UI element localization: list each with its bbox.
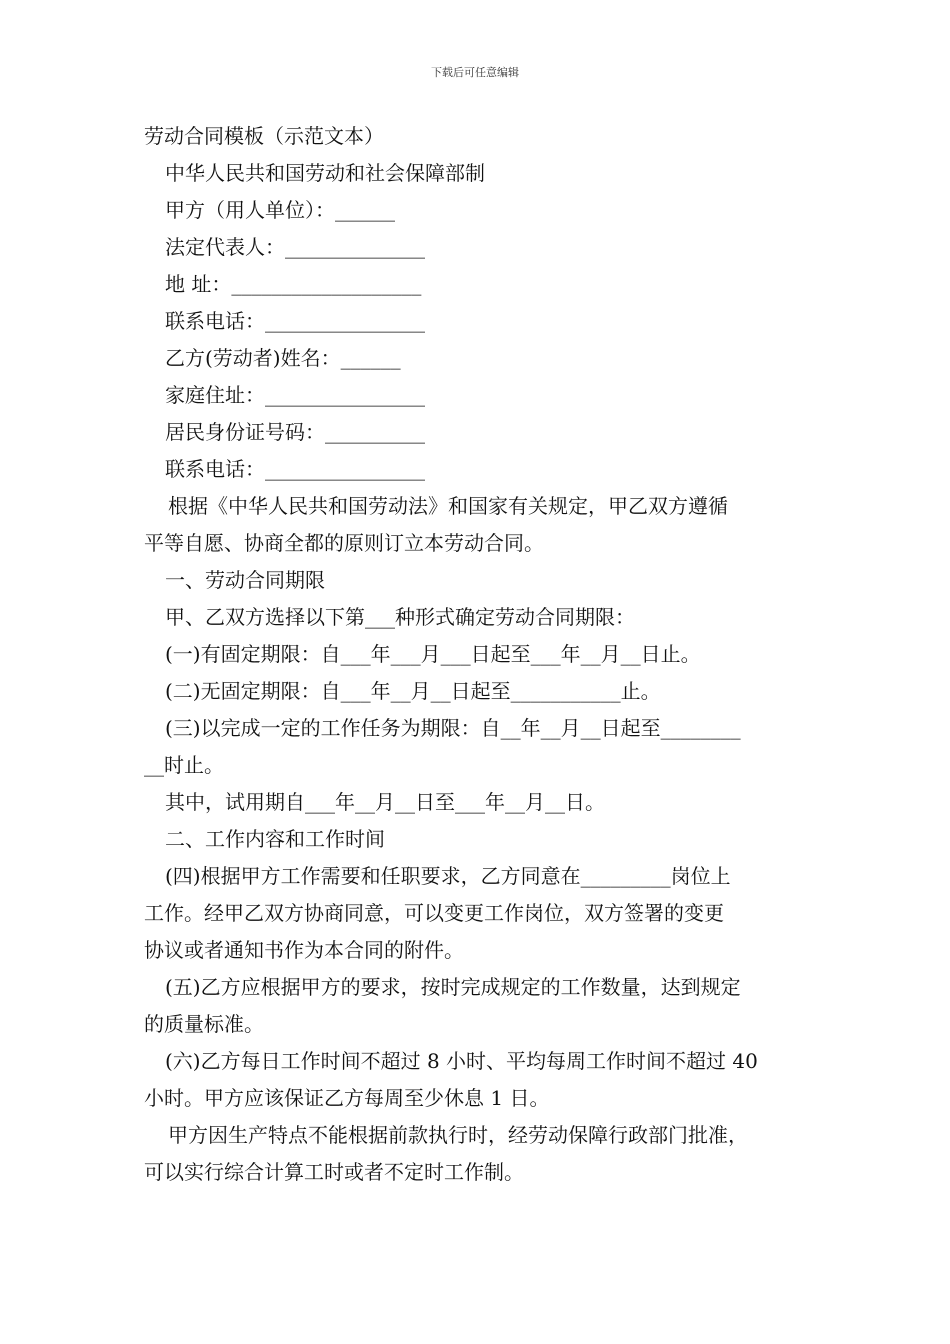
document-line: (三)以完成一定的工作任务为期限：自__年__月__日起至________ [165,716,741,740]
document-line: 地 址：___________________ [165,272,422,296]
document-line: 一、劳动合同期限 [165,568,325,592]
page-header-note: 下载后可任意编辑 [431,66,519,79]
document-line: 乙方(劳动者)姓名：______ [165,346,401,370]
document-line: 其中，试用期自___年__月__日至___年__月__日。 [165,790,605,814]
document-line: 的质量标准。 [144,1012,264,1036]
document-line: 联系电话：________________ [165,457,425,481]
document-line: 联系电话：________________ [165,309,425,333]
document-line: 甲方因生产特点不能根据前款执行时，经劳动保障行政部门批准， [168,1123,748,1147]
document-line: (一)有固定期限：自___年___月___日起至___年__月__日止。 [165,642,701,666]
document-line: 可以实行综合计算工时或者不定时工作制。 [144,1160,524,1184]
document-line: 法定代表人：______________ [165,235,425,259]
document-line: 工作。经甲乙双方协商同意，可以变更工作岗位，双方签署的变更 [144,901,724,925]
document-line: 家庭住址：________________ [165,383,425,407]
document-line: 甲方（用人单位）：______ [165,198,395,222]
document-line: (二)无固定期限：自___年__月__日起至___________止。 [165,679,661,703]
document-line: 根据《中华人民共和国劳动法》和国家有关规定，甲乙双方遵循 [168,494,728,518]
document-title: 劳动合同模板（示范文本） [144,124,384,148]
document-line: 协议或者通知书作为本合同的附件。 [144,938,464,962]
document-line: __时止。 [144,753,224,777]
document-line: 小时。甲方应该保证乙方每周至少休息 1 日。 [144,1086,550,1110]
document-line: 二、工作内容和工作时间 [165,827,385,851]
document-line: 甲、乙双方选择以下第___种形式确定劳动合同期限： [165,605,635,629]
document-line: (四)根据甲方工作需要和任职要求，乙方同意在_________岗位上 [165,864,731,888]
document-line: 平等自愿、协商全都的原则订立本劳动合同。 [144,531,544,555]
document-body [144,118,808,1191]
document-line: 中华人民共和国劳动和社会保障部制 [165,161,485,185]
document-line: 居民身份证号码：__________ [165,420,425,444]
document-line: (六)乙方每日工作时间不超过 8 小时、平均每周工作时间不超过 40 [165,1049,758,1073]
document-line: (五)乙方应根据甲方的要求，按时完成规定的工作数量，达到规定 [165,975,741,999]
